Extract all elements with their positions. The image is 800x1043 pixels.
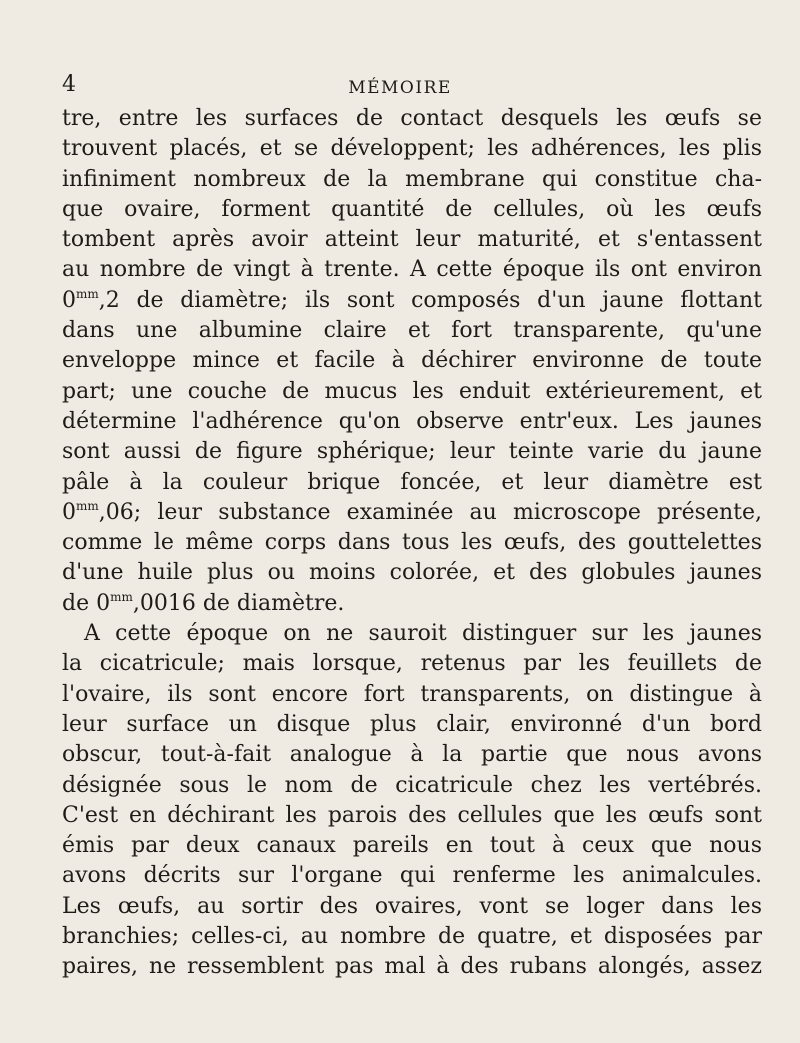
text-line: sont aussi de figure sphérique; leur teinte varie du jaune <box>62 439 762 465</box>
text-line: d'une huile plus ou moins colorée, et des globules jaunes <box>62 560 762 586</box>
text-segment: ,06; leur substance examinée au microscope présente, <box>98 499 762 525</box>
text-line: obscur, tout-à-fait analogue à la partie que nous avons <box>62 742 762 768</box>
text-segment: 0 <box>62 499 76 525</box>
text-segment: de 0 <box>62 590 111 616</box>
text-line: A cette époque on ne sauroit distinguer sur les jaunes <box>84 621 762 647</box>
text-line: leur surface un disque plus clair, environné d'un bord <box>62 711 762 737</box>
text-line: paires, ne ressemblent pas mal à des rubans alongés, assez <box>62 954 762 980</box>
text-segment: ,2 de diamètre; ils sont composés d'un jaune flottant <box>98 287 762 313</box>
text-line <box>62 589 762 619</box>
text-line <box>62 286 762 316</box>
text-line: la cicatricule; mais lorsque, retenus par les feuillets de <box>62 651 762 677</box>
text-line: que ovaire, forment quantité de cellules, où les œufs <box>62 196 762 222</box>
text-line: branchies; celles-ci, au nombre de quatre, et disposées par <box>62 924 762 950</box>
text-line: enveloppe mince et facile à déchirer environne de toute <box>62 348 762 374</box>
text-line: désignée sous le nom de cicatricule chez les vertébrés. <box>62 772 762 798</box>
text-line <box>62 498 762 528</box>
text-line: dans une albumine claire et fort transparente, qu'une <box>62 318 762 344</box>
text-line: l'ovaire, ils sont encore fort transparents, on distingue à <box>62 681 762 707</box>
text-line: pâle à la couleur brique foncée, et leur diamètre est <box>62 469 762 495</box>
text-line: émis par deux canaux pareils en tout à ceux que nous <box>62 833 762 859</box>
text-line: tre, entre les surfaces de contact desquels les œufs se <box>62 106 762 131</box>
unit-superscript: mm <box>76 498 99 513</box>
text-line: tombent après avoir atteint leur maturité, et s'entassent <box>62 227 762 253</box>
page-number: 4 <box>62 72 76 97</box>
text-line: comme le même corps dans tous les œufs, des gouttelettes <box>62 530 762 556</box>
text-segment: 0 <box>62 287 76 313</box>
running-title: MÉMOIRE <box>348 78 452 98</box>
text-line: avons décrits sur l'organe qui renferme les animalcules. <box>62 863 762 889</box>
text-line: part; une couche de mucus les enduit extérieurement, et <box>62 378 762 404</box>
text-line: trouvent placés, et se développent; les adhérences, les plis <box>62 136 762 162</box>
text-line: Les œufs, au sortir des ovaires, vont se loger dans les <box>62 893 762 919</box>
unit-superscript: mm <box>76 286 99 301</box>
body-text <box>62 104 762 983</box>
unit-superscript: mm <box>110 589 133 604</box>
text-line: infiniment nombreux de la membrane qui constitue cha- <box>62 166 762 192</box>
text-segment: ,0016 de diamètre. <box>132 590 345 616</box>
text-line: détermine l'adhérence qu'on observe entr'eux. Les jaunes <box>62 408 762 434</box>
text-line: C'est en déchirant les parois des cellules que les œufs sont <box>62 802 762 828</box>
text-line: au nombre de vingt à trente. A cette époque ils ont environ <box>62 257 762 283</box>
